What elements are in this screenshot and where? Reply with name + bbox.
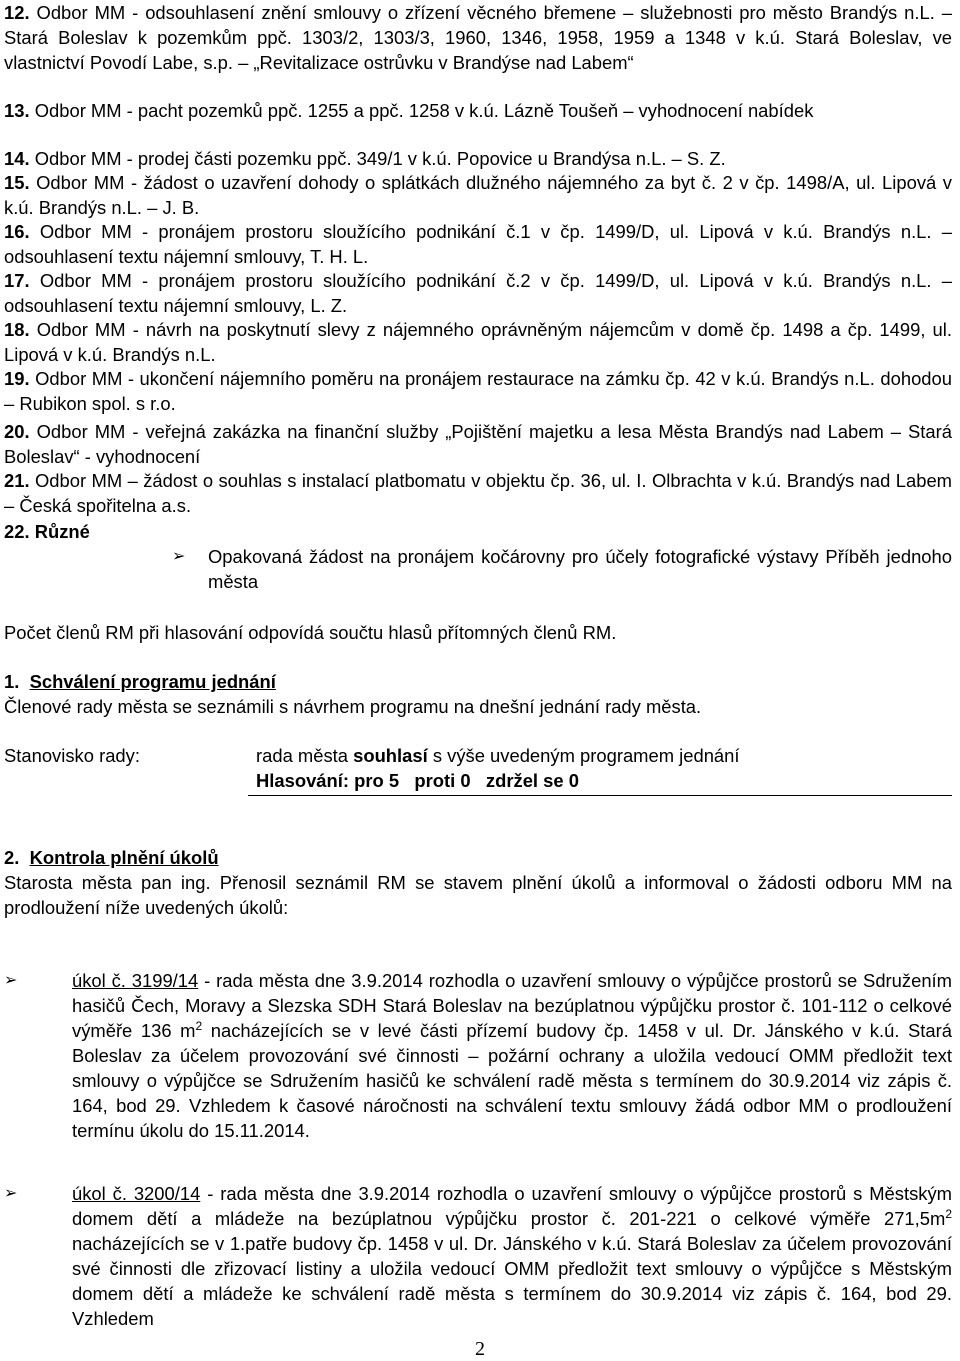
agenda-item-text: Odbor MM - veřejná zakázka na finanční služby „Pojištění majetku a lesa Města Brandýs nad Labem – Stará Boleslav“ - vyhodnocení <box>4 421 952 467</box>
agenda-item-21 <box>4 468 952 518</box>
agenda-item-number: 15. <box>4 172 30 193</box>
task-label: úkol č. 3200/14 <box>72 1183 201 1204</box>
vote-divider <box>248 795 952 796</box>
agenda-item-number: 16. <box>4 221 30 242</box>
section-title: Kontrola plnění úkolů <box>29 847 219 868</box>
agenda-item-number: 18. <box>4 319 30 340</box>
task-label: úkol č. 3199/14 <box>72 970 199 991</box>
agenda-item-number: 19. <box>4 368 30 389</box>
agenda-item-19 <box>4 366 952 416</box>
arrow-bullet-icon: ➢ <box>4 1185 18 1202</box>
agenda-item-number: 17. <box>4 270 30 291</box>
agenda-item-20 <box>4 419 952 469</box>
agenda-item-text: Různé <box>34 521 90 542</box>
agenda-item-22 <box>4 519 952 544</box>
section1-text: Členové rady města se seznámili s návrhem programu na dnešní jednání rady města. <box>4 696 702 717</box>
hlasovani-result <box>256 768 952 793</box>
agenda-item-14 <box>4 146 952 171</box>
agenda-item-text: Odbor MM - žádost o uzavření dohody o splátkách dlužného nájemného za byt č. 2 v čp. 1498/A, ul. Lipová v k.ú. Brandýs n.L. – J. B. <box>4 172 952 218</box>
agenda-item-number: 20. <box>4 421 30 442</box>
section1-heading <box>4 669 952 694</box>
page-number: 2 <box>475 1338 485 1360</box>
agenda-item-text: Odbor MM - prodej části pozemku ppč. 349/1 v k.ú. Popovice u Brandýsa n.L. – S. Z. <box>34 148 726 169</box>
vote-note: Počet členů RM při hlasování odpovídá součtu hlasů přítomných členů RM. <box>4 622 617 643</box>
agenda-item-15 <box>4 170 952 220</box>
section-number: 1. <box>4 671 20 692</box>
agenda-item-text: Odbor MM - návrh na poskytnutí slevy z nájemného oprávněným nájemcům v domě čp. 1498 a čp. 1499, ul. Lipová v k.ú. Brandýs n.L. <box>4 319 952 365</box>
agenda-item-16 <box>4 219 952 269</box>
hlasovani-text: Hlasování: pro 5 proti 0 zdržel se 0 <box>256 770 579 791</box>
agenda-item-number: 13. <box>4 100 30 121</box>
agenda-item-text: Odbor MM - pronájem prostoru sloužícího podnikání č.2 v čp. 1499/D, ul. Lipová v k.ú. Brandýs n.L. – odsouhlasení textu nájemní smlouvy, L. Z. <box>4 270 952 316</box>
arrow-bullet-icon: ➢ <box>172 548 186 565</box>
task-text-a: - rada města dne 3.9.2014 rozhodla o uzavření smlouvy o výpůjčce prostorů se Sdružením hasičů Čech, Moravy a Slezska SDH Stará Boleslav na bezúplatnou výpůjčku prostor č. 101-112 o celkové výměře 136 m <box>72 970 952 1041</box>
task-text <box>72 968 952 1143</box>
agenda-item-12 <box>4 0 952 75</box>
task-text-b: nacházejících se v levé části přízemí budovy čp. 1458 v ul. Dr. Jánského v k.ú. Stará Boleslav za účelem provozování své činnosti – požární ochrany a uložila vedoucí OMM předložit text smlouvy o výpůjčce se Sdružením hasičů ke schválení radě města s termínem do 30.9.2014 viz zápis č. 164, bod 29. Vzhledem k časové náročnosti na schválení textu smlouvy žádá odbor MM o prodloužení termínu úkolu do 15.11.2014. <box>72 1020 952 1141</box>
stanovisko-bold: souhlasí <box>353 745 428 766</box>
agenda-item-number: 12. <box>4 2 30 23</box>
section2-intro: Starosta města pan ing. Přenosil seznámil RM se stavem plnění úkolů a informoval o žádosti odboru MM na prodloužení níže uvedených úkolů: <box>4 872 952 918</box>
agenda-item-18 <box>4 317 952 367</box>
section-number: 2. <box>4 847 20 868</box>
ruzne-item-text: Opakovaná žádost na pronájem kočárovny pro účely fotografické výstavy Příběh jednoho města <box>208 546 952 592</box>
agenda-item-number: 21. <box>4 470 30 491</box>
stanovisko-text <box>256 743 952 768</box>
stanovisko-label: Stanovisko rady: <box>4 745 140 766</box>
task-sup: 2 <box>945 1206 952 1221</box>
task-text <box>72 1181 952 1331</box>
agenda-item-text: Odbor MM – žádost o souhlas s instalací platbomatu v objektu čp. 36, ul. I. Olbrachta v k.ú. Brandýs nad Labem – Česká spořitelna a.s. <box>4 470 952 516</box>
arrow-bullet-icon: ➢ <box>4 972 18 989</box>
stanovisko-post: s výše uvedeným programem jednání <box>427 745 740 766</box>
agenda-item-text: Odbor MM - ukončení nájemního poměru na pronájem restaurace na zámku čp. 42 v k.ú. Brandýs n.L. dohodou – Rubikon spol. s r.o. <box>4 368 952 414</box>
task-text-b: nacházejících se v 1.patře budovy čp. 1458 v ul. Dr. Jánského v k.ú. Stará Boleslav za účelem provozování své činnosti dle zřizovací listiny a uložila vedoucí OMM předložit text smlouvy o výpůjčce s Městským domem dětí a mládeže ke schválení radě města s termínem do 30.9.2014 viz zápis č. 164, bod 29. Vzhledem <box>72 1233 952 1329</box>
agenda-item-17 <box>4 268 952 318</box>
stanovisko-pre: rada města <box>256 745 354 766</box>
agenda-item-13 <box>4 98 952 123</box>
agenda-item-text: Odbor MM - pacht pozemků ppč. 1255 a ppč. 1258 v k.ú. Lázně Toušeň – vyhodnocení nabídek <box>34 100 814 121</box>
section2-heading <box>4 845 952 870</box>
ruzne-bullet-item <box>172 544 952 594</box>
task-item-3199 <box>4 968 952 1143</box>
agenda-item-number: 14. <box>4 148 30 169</box>
agenda-item-text: Odbor MM - pronájem prostoru sloužícího podnikání č.1 v čp. 1499/D, ul. Lipová v k.ú. Brandýs n.L. – odsouhlasení textu nájemní smlouvy, T. H. L. <box>4 221 952 267</box>
task-item-3200 <box>4 1181 952 1331</box>
agenda-item-number: 22. <box>4 521 30 542</box>
task-sup: 2 <box>195 1018 203 1033</box>
section-title: Schválení programu jednání <box>29 671 276 692</box>
agenda-item-text: Odbor MM - odsouhlasení znění smlouvy o zřízení věcného břemene – služebnosti pro město Brandýs n.L. – Stará Boleslav k pozemkům ppč. 1303/2, 1303/3, 1960, 1346, 1958, 1959 a 1348 v k.ú. Stará Boleslav, ve vlastnictví Povodí Labe, s.p. – „Revitalizace ostrůvku v Brandýse nad Labem“ <box>4 2 952 73</box>
task-text-a: - rada města dne 3.9.2014 rozhodla o uzavření smlouvy o výpůjčce prostorů s Městským domem dětí a mládeže na bezúplatnou výpůjčku prostor č. 201-221 o celkové výměře 271,5m <box>72 1183 952 1229</box>
